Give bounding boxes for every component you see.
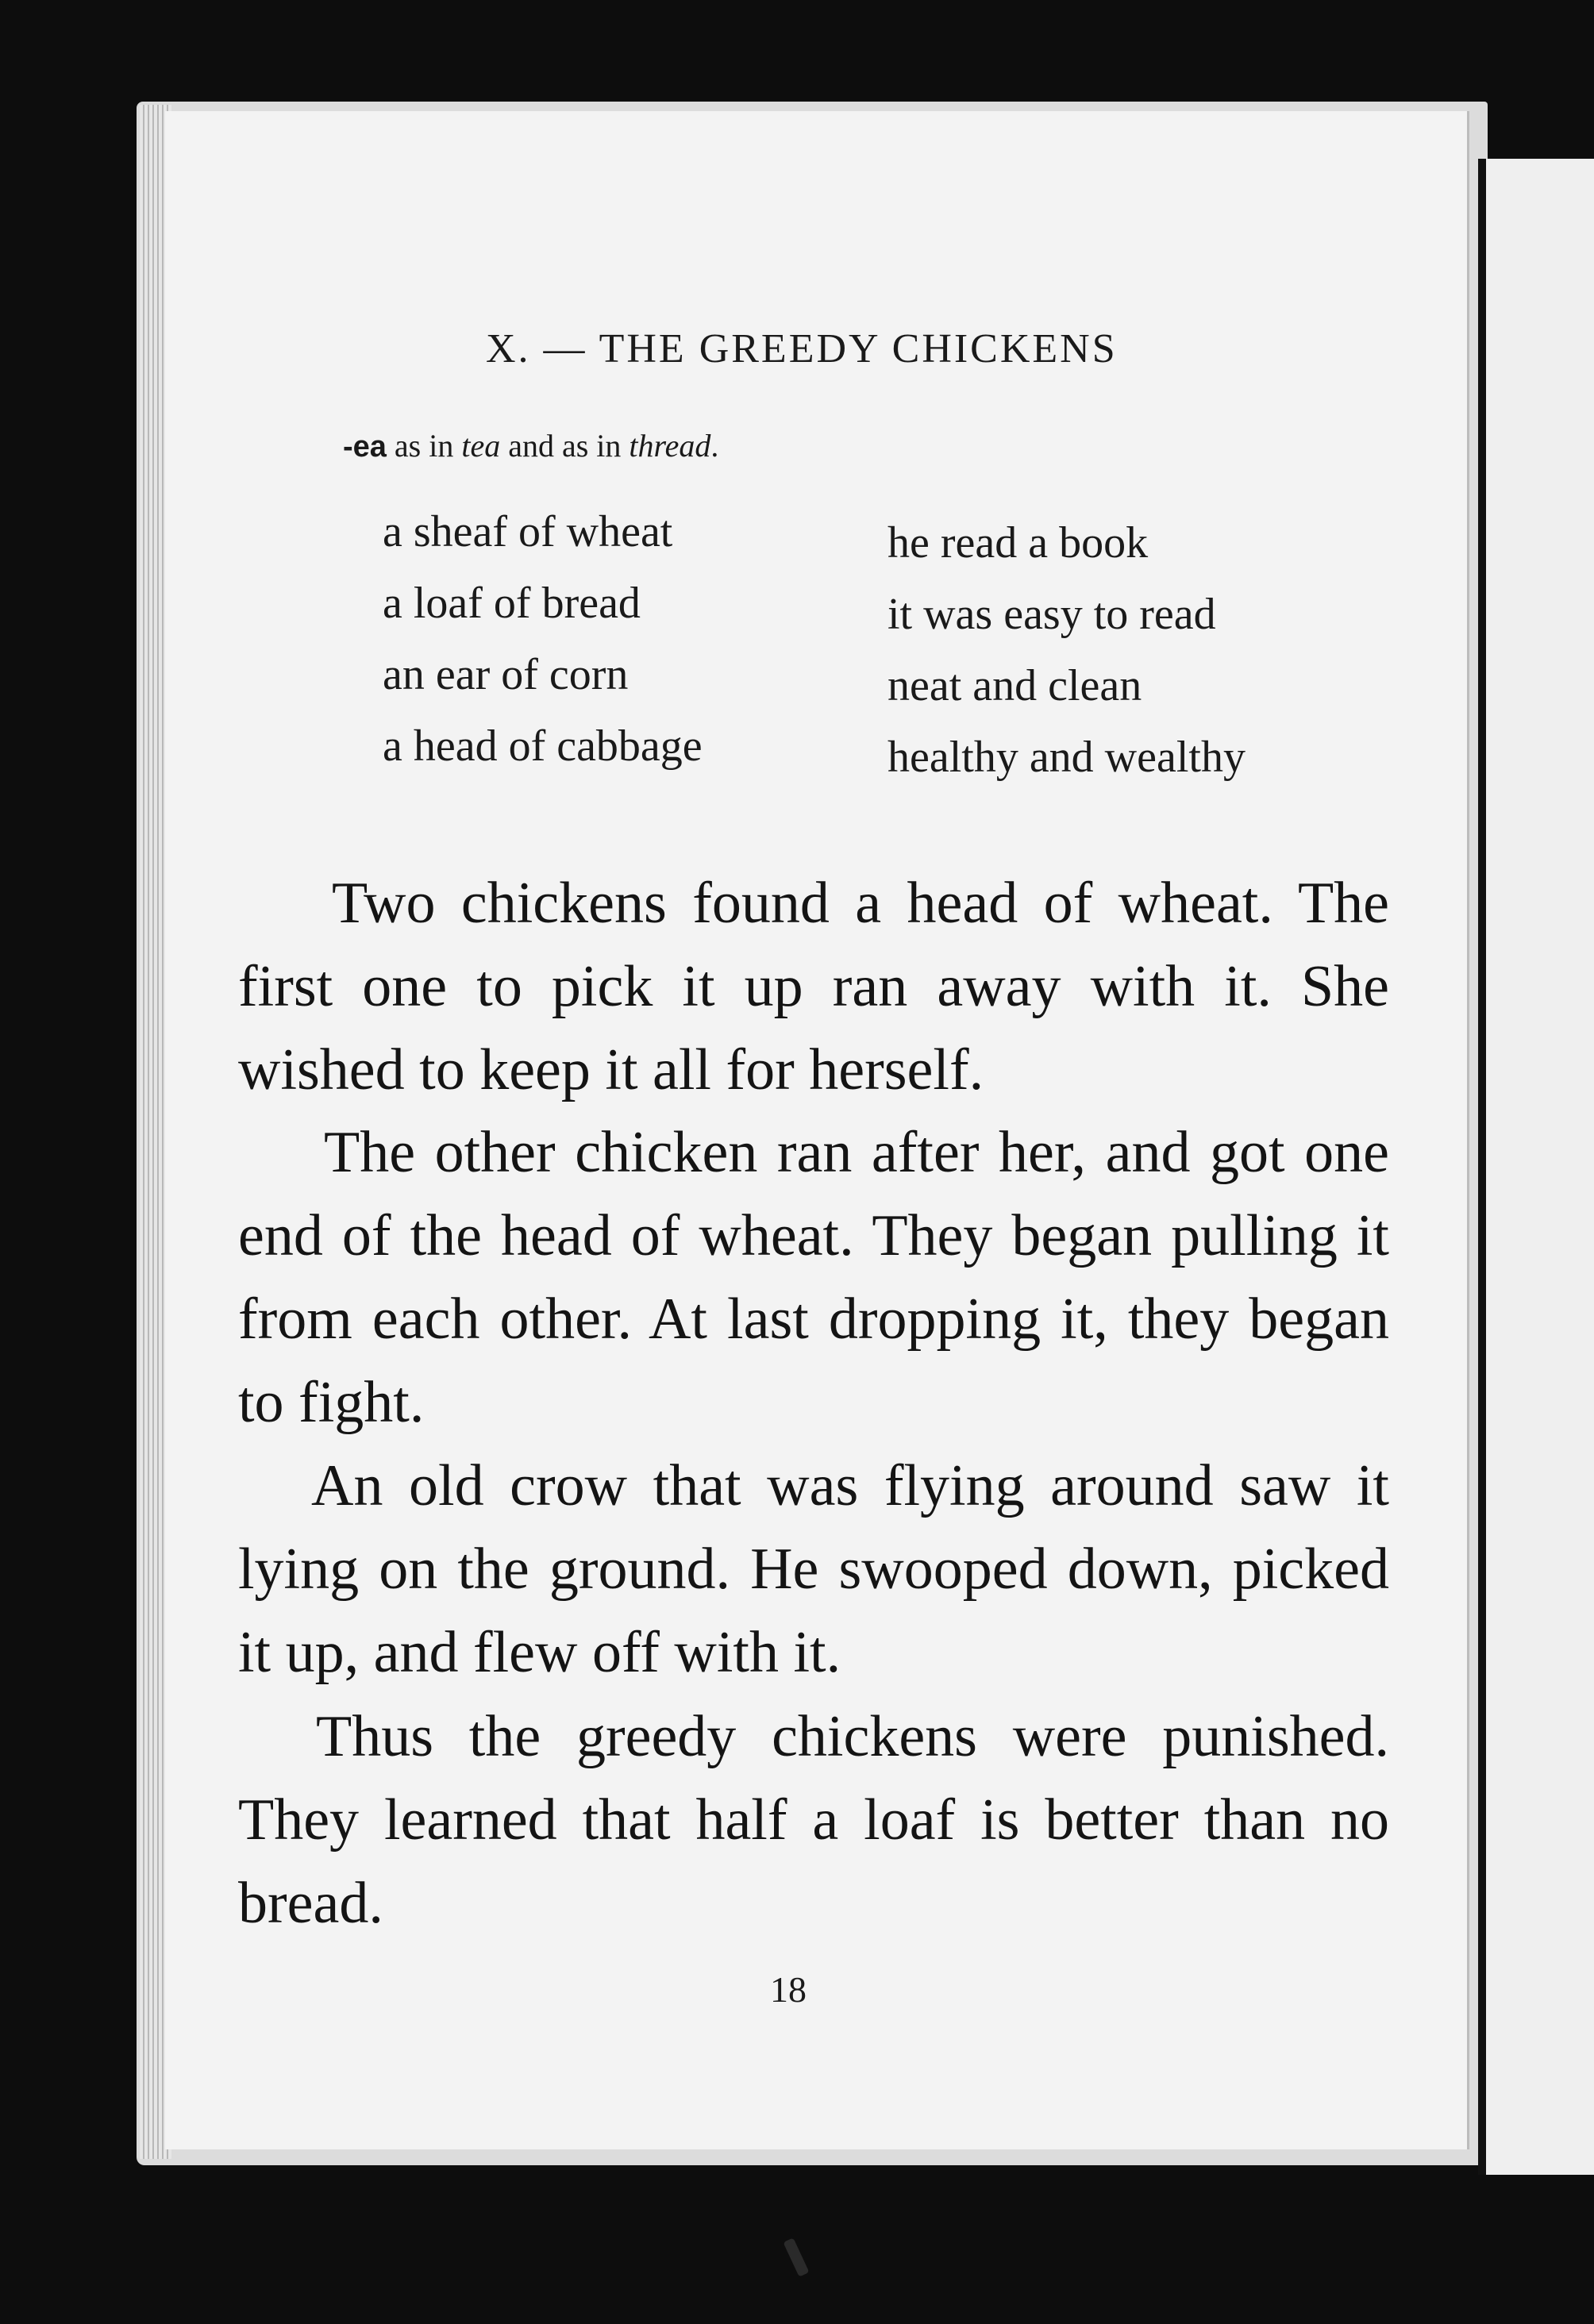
chapter-title: X. — THE GREEDY CHICKENS — [486, 326, 1118, 371]
phrase-left-2: a loaf of bread — [383, 579, 641, 628]
phonics-suffix: -ea — [343, 430, 387, 464]
phonics-example-1: tea — [461, 428, 501, 464]
phonics-note — [343, 427, 718, 464]
phonics-end: . — [710, 428, 719, 464]
phrase-right-4: healthy and wealthy — [887, 733, 1246, 782]
story-paragraph-2-text: The other chicken ran after her, and got one end of the head of wheat. They began pulling it from each other. At last dropping it, they began to fight. — [238, 1120, 1389, 1435]
story-paragraph-1 — [238, 862, 1389, 1112]
phrase-right-2: it was easy to read — [887, 590, 1216, 639]
story-paragraph-4-text: Thus the greedy chickens were punished. They learned that half a loaf is better than no bread. — [238, 1704, 1389, 1936]
phonics-text-2: and as in — [500, 428, 630, 464]
story-paragraph-2 — [238, 1111, 1389, 1445]
dust-mark — [784, 2237, 810, 2276]
story-paragraph-3 — [238, 1445, 1389, 1695]
phonics-example-2: thread — [629, 428, 711, 464]
phrase-left-3: an ear of corn — [383, 650, 629, 699]
phrase-left-1: a sheaf of wheat — [383, 507, 673, 556]
phrase-left-4: a head of cabbage — [383, 721, 703, 771]
facing-page-edge — [1478, 159, 1594, 2175]
page-number: 18 — [770, 1969, 807, 2010]
phrase-right-3: neat and clean — [887, 661, 1142, 710]
story-paragraph-3-text: An old crow that was flying around saw it lying on the ground. He swooped down, picked it up, and flew off with it. — [238, 1453, 1389, 1685]
phrase-right-1: he read a book — [887, 518, 1149, 568]
phonics-text-1: as in — [386, 428, 462, 464]
story-paragraph-1-text: Two chickens found a head of wheat. The first one to pick it up ran away with it. She wished to keep it all for herself. — [238, 871, 1389, 1102]
story-paragraph-4 — [238, 1695, 1389, 1945]
